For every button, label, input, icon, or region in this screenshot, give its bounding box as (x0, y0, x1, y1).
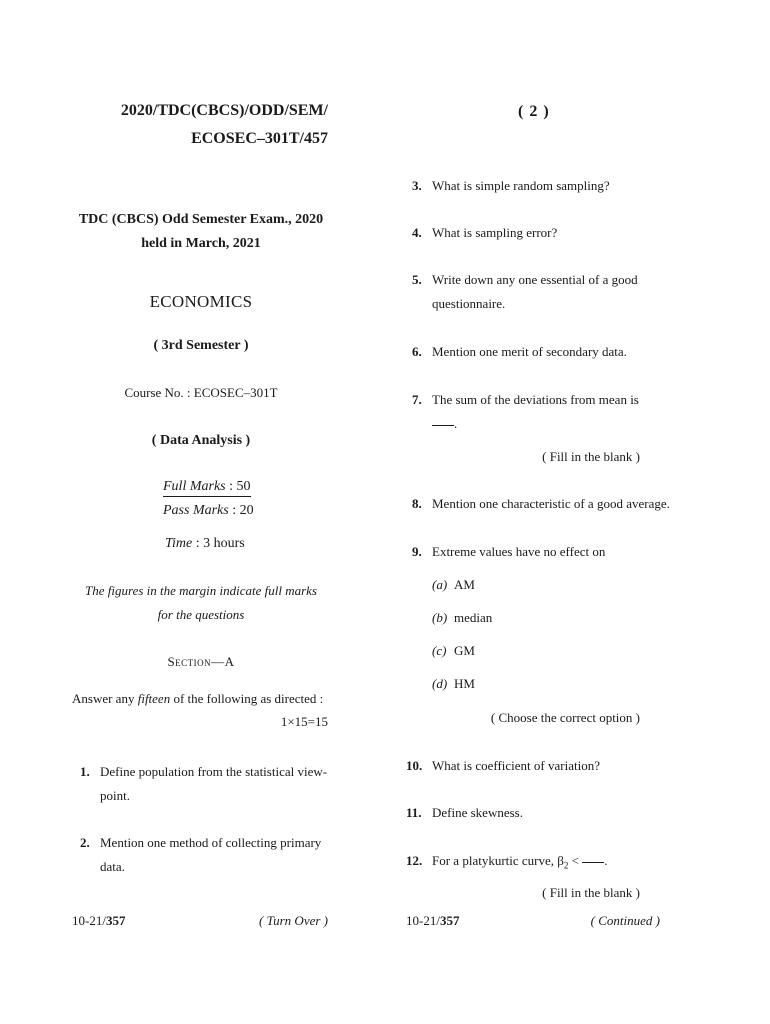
exam-title-line2: held in March, 2021 (141, 236, 261, 251)
option-letter: (b) (432, 610, 448, 625)
question-7 (412, 388, 650, 438)
fill-blank-instruction-2: ( Fill in the blank ) (542, 885, 640, 900)
line-suffix: . (454, 416, 458, 431)
paper-code-line2: ECOSEC–301T/457 (191, 130, 328, 147)
subject-title: ECONOMICS (149, 292, 253, 311)
footer-code-prefix: 10-21/ (406, 913, 440, 928)
question-text: What is simple random sampling? (432, 178, 610, 193)
question-text: Mention one characteristic of a good average. (432, 496, 670, 511)
question-line1: The sum of the deviations from mean is (432, 392, 639, 407)
option-c (432, 643, 475, 659)
section-title: Section—A (167, 654, 235, 669)
exam-title-line1: TDC (CBCS) Odd Semester Exam., 2020 (78, 212, 324, 227)
page-number: ( 2 ) (518, 103, 550, 120)
question-number: 8. (412, 496, 422, 511)
line-suffix: . (604, 853, 608, 868)
question-text: What is sampling error? (432, 225, 558, 240)
paper-title: ( Data Analysis ) (151, 433, 251, 448)
text-before-subscript: For a platykurtic curve, β (432, 853, 564, 868)
option-text: HM (454, 676, 475, 691)
semester-label: ( 3rd Semester ) (153, 338, 249, 353)
full-marks-label: Full Marks (163, 479, 226, 494)
option-d (432, 676, 475, 692)
footer-code-prefix: 10-21/ (72, 913, 106, 928)
question-number: 7. (412, 392, 422, 407)
pass-marks-label: Pass Marks (163, 503, 229, 518)
instruction-post: of the following as directed : (170, 691, 324, 706)
less-than-sign: < (568, 853, 583, 868)
time-allowed (165, 536, 245, 552)
instruction-emphasis: fifteen (137, 691, 171, 706)
choose-option-instruction: ( Choose the correct option ) (490, 710, 640, 725)
question-2 (80, 831, 332, 881)
turn-over-note: ( Turn Over ) (259, 913, 328, 928)
option-a (432, 577, 475, 593)
option-text: median (454, 610, 493, 625)
time-label: Time (165, 536, 193, 551)
question-number: 6. (412, 344, 422, 359)
question-text: Define skewness. (432, 805, 523, 820)
question-line2: point. (100, 788, 130, 803)
question-number: 1. (80, 764, 90, 779)
question-text: Extreme values have no effect on (432, 544, 606, 559)
time-value: : 3 hours (192, 536, 245, 551)
left-column (70, 0, 332, 1024)
beta-subscript: 2 (563, 860, 569, 871)
option-text: AM (454, 577, 475, 592)
question-text: What is coefficient of variation? (432, 758, 600, 773)
paper-code-line1: 2020/TDC(CBCS)/ODD/SEM/ (120, 102, 328, 119)
question-line1: Define population from the statistical view- (100, 764, 328, 779)
question-1 (80, 760, 332, 810)
answer-blank (582, 862, 604, 863)
question-line2: questionnaire. (432, 296, 506, 311)
pass-marks (163, 503, 254, 519)
question-number: 10. (406, 758, 423, 773)
question-text (432, 388, 650, 436)
question-line1: Write down any one essential of a good (432, 272, 638, 287)
question-number: 4. (412, 225, 422, 240)
option-text: GM (454, 643, 475, 658)
full-marks (163, 479, 251, 495)
question-number: 3. (412, 178, 422, 193)
full-marks-value: : 50 (225, 479, 251, 494)
right-column (400, 0, 670, 1024)
footer-code-number: 357 (105, 913, 126, 928)
question-text (100, 760, 332, 808)
question-text: Mention one merit of secondary data. (432, 344, 627, 359)
margin-note-line2: for the questions (157, 607, 245, 622)
section-instruction (72, 691, 323, 707)
option-letter: (c) (432, 643, 447, 658)
option-letter: (d) (432, 676, 448, 691)
question-number: 2. (80, 835, 90, 850)
answer-blank (432, 425, 454, 426)
pass-marks-value: : 20 (228, 503, 254, 518)
course-number: Course No. : ECOSEC–301T (124, 385, 278, 400)
option-letter: (a) (432, 577, 448, 592)
question-text (432, 849, 607, 878)
footer-code-number: 357 (439, 913, 460, 928)
margin-note-line1: The figures in the margin indicate full marks (85, 583, 317, 598)
footer-code-right (406, 913, 459, 929)
question-number: 9. (412, 544, 422, 559)
question-5 (412, 268, 650, 318)
question-text (432, 268, 650, 316)
full-marks-group (163, 479, 251, 497)
question-number: 12. (406, 853, 423, 868)
question-number: 5. (412, 272, 422, 287)
option-b (432, 610, 492, 626)
fill-blank-instruction: ( Fill in the blank ) (542, 449, 640, 464)
question-line2 (432, 412, 650, 436)
question-number: 11. (406, 805, 422, 820)
question-text (100, 831, 332, 879)
question-line2: data. (100, 859, 125, 874)
section-marks: 1×15=15 (280, 714, 328, 729)
instruction-pre: Answer any (72, 691, 138, 706)
continued-note: ( Continued ) (590, 913, 660, 928)
footer-code-left (72, 913, 125, 929)
question-line1: Mention one method of collecting primary (100, 835, 322, 850)
